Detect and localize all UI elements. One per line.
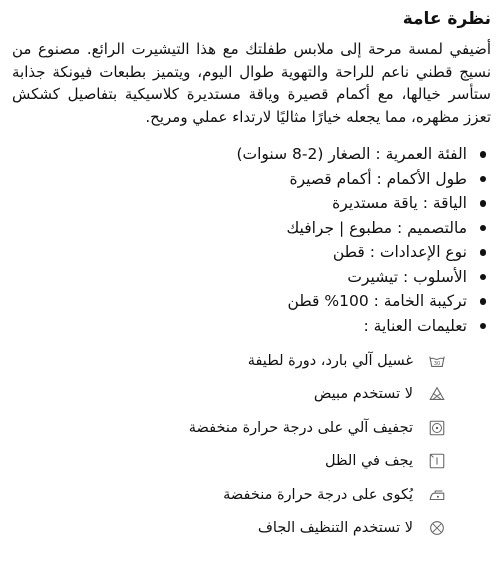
care-text: لا تستخدم التنظيف الجاف (257, 520, 413, 537)
svg-text:30: 30 (433, 360, 441, 367)
spec-value: 100% قطن (287, 292, 369, 310)
product-description: أضيفي لمسة مرحة إلى ملابس طفلتك مع هذا التيشيرت الرائع. مصنوع من نسيج قطني ناعم للراحة والتهوية طوال اليوم، ويتميز بطبعات فيونكة جذابة ستأسر خيالها، مع أكمام قصيرة وياقة مستديرة كلاسيكية بتفاصيل كشكش تعزز مظهره، مما يجعله خيارًا مثاليًا لارتداء عملي ومريح. (12, 40, 491, 126)
care-text: لا تستخدم مبيض (313, 386, 413, 403)
spec-item-collar: الياقة : ياقة مستديرة (12, 191, 467, 216)
section-title: نظرة عامة (402, 9, 491, 29)
spec-label: الياقة (432, 194, 467, 212)
spec-item-style: الأسلوب : تيشيرت (12, 265, 467, 290)
spec-value: أكمام قصيرة (289, 169, 372, 188)
care-item (12, 378, 447, 412)
spec-value: مطبوع | جرافيك (286, 218, 393, 237)
spec-value: الصغار (2-8 سنوات) (236, 145, 371, 163)
spec-value: ياقة مستديرة (332, 194, 418, 212)
care-instructions-list (12, 344, 491, 545)
spec-label: طول الأكمام (386, 169, 467, 188)
dry-in-shade-icon (427, 451, 447, 471)
spec-value: تيشيرت (347, 267, 399, 286)
care-item (12, 512, 447, 546)
care-item (12, 411, 447, 445)
spec-label: مالتصميم (407, 218, 467, 237)
spec-value: قطن (332, 243, 365, 261)
spec-item-age: الفئة العمرية : الصغار (2-8 سنوات) (12, 142, 467, 167)
iron-low-icon (427, 485, 447, 505)
no-dry-clean-icon (427, 518, 447, 538)
spec-item-care: تعليمات العناية : (12, 314, 467, 339)
spec-label: نوع الإعدادات (379, 243, 467, 261)
care-text: يُكوى على درجة حرارة منخفضة (223, 486, 413, 503)
care-item (12, 445, 447, 479)
spec-item-material: تركيبة الخامة : 100% قطن (12, 289, 467, 314)
spec-label: تعليمات العناية (373, 316, 467, 335)
specs-list (12, 142, 491, 338)
spec-label: الفئة العمرية (385, 145, 467, 163)
wash-30-icon (427, 351, 447, 371)
no-bleach-icon (427, 384, 447, 404)
spec-item-settings: نوع الإعدادات : قطن (12, 240, 467, 265)
tumble-dry-low-icon (427, 418, 447, 438)
care-text: تجفيف آلي على درجة حرارة منخفضة (188, 419, 413, 436)
spec-item-design: مالتصميم : مطبوع | جرافيك (12, 216, 467, 241)
spec-label: تركيبة الخامة (383, 292, 467, 310)
care-item (12, 344, 447, 378)
care-item (12, 478, 447, 512)
care-text: غسيل آلي بارد، دورة لطيفة (247, 352, 413, 369)
spec-item-sleeve: طول الأكمام : أكمام قصيرة (12, 167, 467, 192)
spec-label: الأسلوب (413, 267, 467, 286)
care-text: يجف في الظل (325, 453, 413, 470)
